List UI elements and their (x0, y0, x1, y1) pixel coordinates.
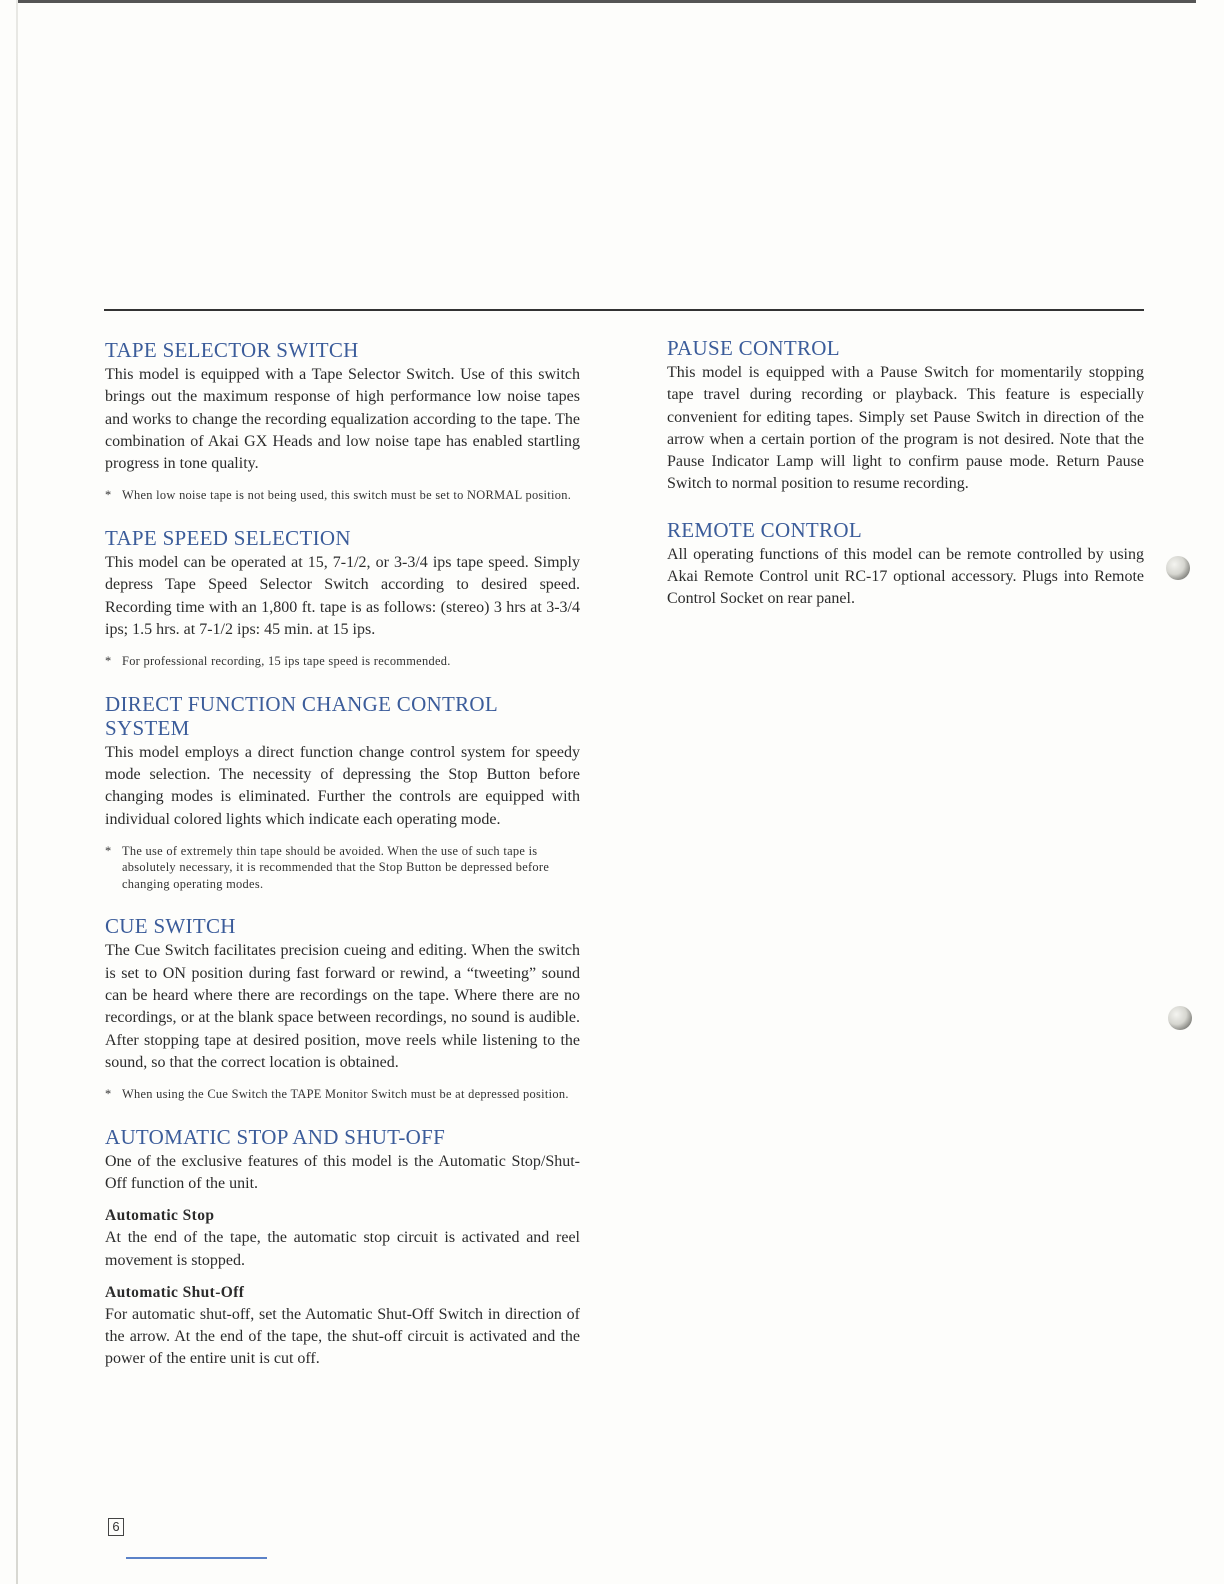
direct-function-section (105, 692, 580, 893)
section-note (105, 843, 580, 893)
note-text: When low noise tape is not being used, this switch must be set to NORMAL position. (122, 488, 572, 503)
right-column (667, 336, 1144, 633)
section-note (105, 487, 580, 504)
section-body: All operating functions of this model can be remote controlled by using Akai Remote Control unit RC-17 optional accessory. Plugs into Remote Control Socket on rear panel. (667, 545, 1144, 608)
subsection-body: At the end of the tape, the automatic stop circuit is activated and reel movement is stopped. (105, 1229, 580, 1269)
pause-control-section (667, 336, 1144, 496)
section-body: The Cue Switch facilitates precision cueing and editing. When the switch is set to ON position during fast forward or rewind, a “tweeting” sound can be heard where there are recordings on the tape. Where there are no recordings, or at the blank space between recordings, no sound is audible. After stopping tape at desired position, move reels while listening to the sound, so that the correct location is obtained. (105, 942, 580, 1071)
section-heading: TAPE SELECTOR SWITCH (105, 338, 359, 362)
section-body: This model employs a direct function change control system for speedy mode selection. The necessity of depressing the Stop Button before changing modes is eliminated. Further the controls are equipped with individual colored lights which indicate each operating mode. (105, 743, 580, 828)
subsection-body: For automatic shut-off, set the Automatic Shut-Off Switch in direction of the arrow. At the end of the tape, the shut-off circuit is activated and the power of the entire unit is cut off. (105, 1305, 580, 1368)
section-divider-rule (104, 309, 1144, 311)
note-marker: * (105, 843, 112, 858)
tape-speed-section (105, 526, 580, 670)
section-heading: DIRECT FUNCTION CHANGE CONTROL SYSTEM (105, 691, 498, 740)
note-text: For professional recording, 15 ips tape speed is recommended. (122, 654, 451, 669)
section-body: One of the exclusive features of this model is the Automatic Stop/Shut-Off function of the unit. (105, 1152, 580, 1192)
remote-control-section (667, 518, 1144, 611)
page-number: 6 (108, 1518, 124, 1536)
footer-rule (126, 1557, 267, 1559)
top-edge-rule (18, 0, 1196, 3)
note-text: The use of extremely thin tape should be avoided. When the use of such tape is absolutely necessary, it is recommended that the Stop Button be depressed before changing operating modes. (122, 843, 550, 891)
note-marker: * (105, 488, 112, 503)
section-heading: AUTOMATIC STOP AND SHUT-OFF (105, 1124, 446, 1149)
note-marker: * (105, 654, 112, 669)
section-heading: PAUSE CONTROL (667, 336, 840, 360)
left-column (105, 338, 580, 1393)
page-left-edge (16, 0, 18, 1584)
section-body: This model is equipped with a Pause Switch for momentarily stopping tape travel during recording or playback. This feature is especially convenient for editing tapes. Simply set Pause Switch in direction of the arrow when a certain portion of the program is not desired. Note that the Pause Indicator Lamp will light to confirm pause mode. Return Pause Switch to normal position to resume recording. (667, 364, 1144, 493)
section-heading: CUE SWITCH (105, 914, 236, 939)
section-body: This model can be operated at 15, 7-1/2, or 3-3/4 ips tape speed. Simply depress Tape Speed Selector Switch according to desired speed. Recording time with an 1,800 ft. tape is as follows: (stereo) 3 hrs at 3-3/4 ips; 1.5 hrs. at 7-1/2 ips: 45 min. at 15 ips. (105, 553, 580, 638)
section-heading: REMOTE CONTROL (667, 517, 862, 542)
section-note (105, 653, 580, 670)
note-marker: * (105, 1087, 112, 1102)
section-body: This model is equipped with a Tape Selector Switch. Use of this switch brings out the maximum response of high performance low noise tapes and works to change the recording equalization according to the tape. The combination of Akai GX Heads and low noise tape has enabled startling progress in tone quality. (105, 366, 580, 473)
tape-selector-section (105, 338, 580, 504)
section-note (105, 1086, 580, 1103)
cue-switch-section (105, 914, 580, 1102)
subsection-heading: Automatic Stop (105, 1207, 215, 1225)
subsection-heading: Automatic Shut-Off (105, 1283, 245, 1301)
auto-stop-section (105, 1125, 580, 1371)
note-text: When using the Cue Switch the TAPE Monitor Switch must be at depressed position. (122, 1087, 569, 1102)
section-heading: TAPE SPEED SELECTION (105, 525, 351, 550)
binder-hole-icon (1168, 1006, 1192, 1030)
binder-hole-icon (1166, 556, 1190, 580)
